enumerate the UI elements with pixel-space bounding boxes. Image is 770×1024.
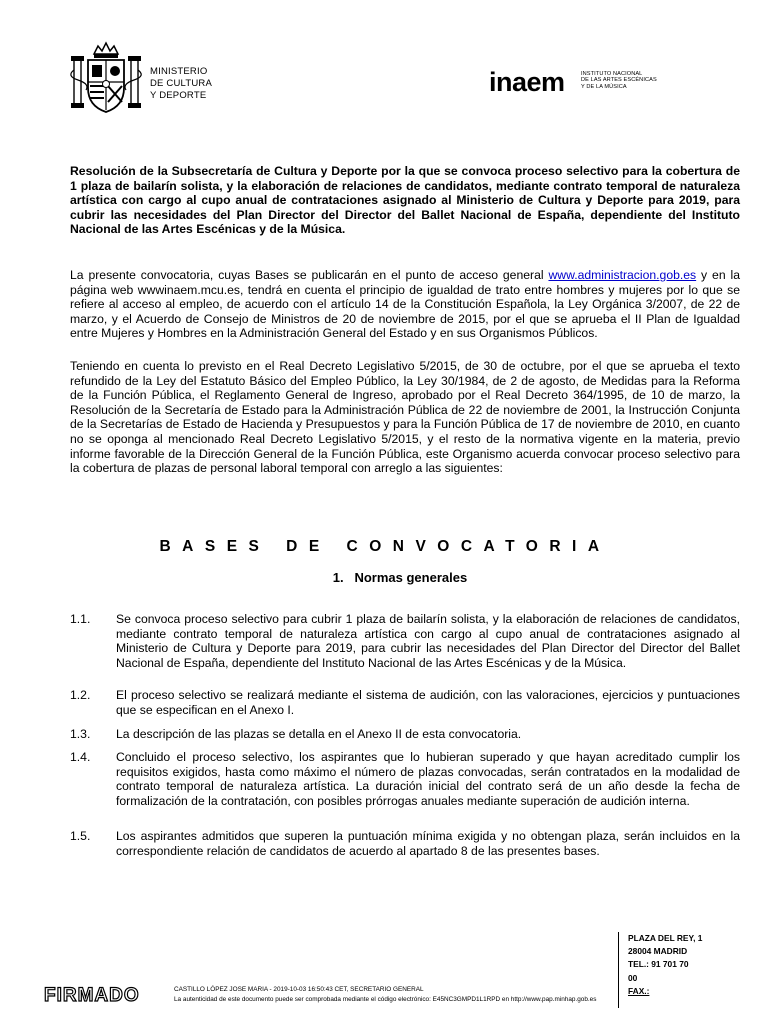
inaem-subtitle-line: Y DE LA MÚSICA	[581, 83, 627, 90]
item-text: Concluido el proceso selectivo, los aspirantes que lo hubieran superado y que hayan acreditado cumplir los requisitos exigidos, hasta como máximo el número de plazas convocadas, serán contratados en la modalidad de contrato temporal de naturaleza artística. La duración inicial del contrato será de un año desde la fecha de formalización de la contratación, con posibles prórrogas anuales mediante superación de audición interna.	[116, 750, 740, 808]
intro-text: y en la página web wwwinaem.mcu.es, tendrá en cuenta el principio de igualdad de trato entre hombres y mujeres por lo que se refiere al acceso al empleo, de acuerdo con el artículo 14 de la Constitución Española, la Ley Orgánica 3/2007, de 22 de marzo, y el Acuerdo de Consejo de Ministros de 20 de noviembre de 2015, por el que se aprueba el II Plan de Igualdad entre Mujeres y Hombres en la Administración General del Estado y en sus Organismos Públicos.	[70, 268, 740, 341]
address-block	[618, 932, 746, 1008]
document-title: Resolución de la Subsecretaría de Cultura y Deporte por la que se convoca proceso selectivo para la cobertura de 1 plaza de bailarín solista, y la elaboración de relaciones de candidatos, mediante contrato temporal de naturaleza artística con cargo al cupo anual de contrataciones asignado al Ministerio de Cultura y Deporte para 2019, para cubrir las necesidades del Plan Director del Director del Ballet Nacional de España, dependiente del Instituto Nacional de las Artes Escénicas y de la Música.	[70, 164, 740, 237]
coat-of-arms-logo	[68, 40, 144, 118]
intro-text: La presente convocatoria, cuyas Bases se publicarán en el punto de acceso general	[70, 268, 549, 282]
section-heading: 1. Normas generales	[332, 570, 468, 585]
address-line: 00	[628, 972, 638, 983]
item-text: Se convoca proceso selectivo para cubrir 1 plaza de bailarín solista, y la elaboración de relaciones de candidatos, mediante contrato temporal de naturaleza artística con cargo al cupo anual de contrataciones asignado al Ministerio de Cultura y Deporte para 2019, para cubrir las necesidades del Plan Director del Director del Ballet Nacional de España, dependiente del Instituto Nacional de las Artes Escénicas y de la Música.	[116, 612, 740, 670]
item-number: 1.4.	[70, 750, 91, 764]
ministry-line: Y DEPORTE	[150, 90, 207, 101]
address-line: TEL.: 91 701 70	[628, 959, 689, 970]
item-text: Los aspirantes admitidos que superen la puntuación mínima exigida y no obtengan plaza, serán incluidos en la correspondiente relación de candidatos de acuerdo al apartado 8 de las presentes bases.	[116, 829, 740, 858]
item-number: 1.1.	[70, 612, 91, 626]
item-number: 1.3.	[70, 727, 91, 741]
item-text: La descripción de las plazas se detalla en el Anexo II de esta convocatoria.	[116, 727, 522, 741]
address-line: PLAZA DEL REY, 1	[628, 933, 703, 943]
inaem-subtitle	[581, 71, 657, 90]
inaem-subtitle-line: DE LAS ARTES ESCÉNICAS	[581, 77, 657, 84]
inaem-logo: inaem	[489, 67, 565, 97]
intro-paragraph	[70, 268, 740, 341]
ministry-line: MINISTERIO	[150, 66, 208, 77]
item-number: 1.2.	[70, 688, 91, 702]
signed-stamp: FIRMADO	[44, 985, 140, 1006]
ministry-name	[150, 66, 212, 102]
address-line: FAX.:	[628, 985, 650, 996]
item-text: El proceso selectivo se realizará mediante el sistema de audición, con las valoraciones, ejercicios y puntuaciones que se especifican en el Anexo I.	[116, 688, 740, 717]
inaem-subtitle-line: INSTITUTO NACIONAL	[581, 71, 643, 77]
legal-basis-paragraph: Teniendo en cuenta lo previsto en el Real Decreto Legislativo 5/2015, de 30 de octubre, por el que se aprueba el texto refundido de la Ley del Estatuto Básico del Empleo Público, la Ley 30/1984, de 2 de agosto, de Medidas para la Reforma de la Función Pública, el Reglamento General de Ingreso, aprobado por el Real Decreto 364/1995, de 10 de marzo, la Resolución de la Secretaría de Estado para la Administración Pública de 22 de noviembre de 2001, la Instrucción Conjunta de la Secretarías de Estado de Hacienda y Presupuestos y para la Función Pública de 17 de noviembre de 2010, en cuanto no se oponga al mencionado Real Decreto Legislativo 5/2015, y el resto de la normativa vigente en la materia, previo informe favorable de la Dirección General de la Función Pública, este Organismo acuerda convocar proceso selectivo para la cobertura de plazas de personal laboral temporal con arreglo a las siguientes:	[70, 359, 740, 476]
administracion-link[interactable]: www.administracion.gob.es	[548, 268, 697, 282]
address-line: 28004 MADRID	[628, 946, 688, 957]
authenticity-note: La autenticidad de este documento puede ser comprobada mediante el código electrónico: E45NC3GMPD1L1RPD en http://www.pap.minhap.gob.es	[174, 996, 597, 1003]
bases-heading: BASES DE CONVOCATORIA	[159, 538, 611, 555]
ministry-line: DE CULTURA	[150, 78, 212, 89]
signature-info: CASTILLO LÓPEZ JOSE MARIA - 2019-10-03 16:50:43 CET, SECRETARIO GENERAL	[174, 986, 424, 993]
item-number: 1.5.	[70, 829, 91, 843]
